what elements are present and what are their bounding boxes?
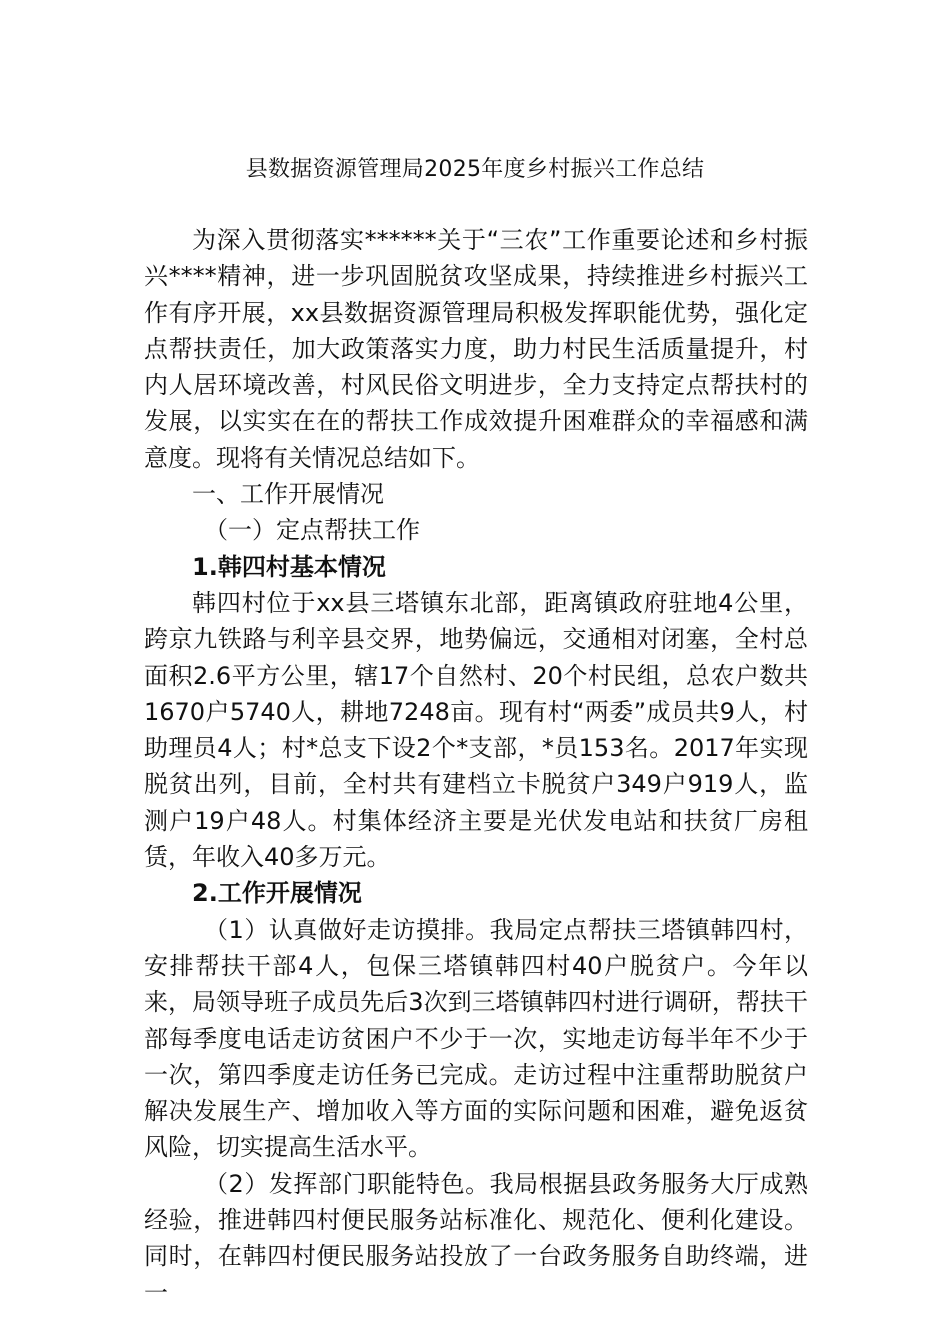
- function-paragraph: （2）发挥部门职能特色。我局根据县政务服务大厅成熟经验，推进韩四村便民服务站标准化、规范化、便利化建设。同时，在韩四村便民服务站投放了一台政务服务自助终端，进一: [144, 1169, 808, 1307]
- visit-paragraph: （1）认真做好走访摸排。我局定点帮扶三塔镇韩四村，安排帮扶干部4人，包保三塔镇韩四村40户脱贫户。今年以来，局领导班子成员先后3次到三塔镇韩四村进行调研，帮扶干部每季度电话走访贫困户不少于一次，实地走访每半年不少于一次，第四季度走访任务已完成。走访过程中注重帮助脱贫户解决发展生产、增加收入等方面的实际问题和困难，避免返贫风险，切实提高生活水平。: [144, 915, 808, 1162]
- intro-paragraph: 为深入贯彻落实******关于“三农”工作重要论述和乡村振兴****精神，进一步巩固脱贫攻坚成果，持续推进乡村振兴工作有序开展，xx县数据资源管理局积极发挥职能优势，强化定点帮扶责任，加大政策落实力度，助力村民生活质量提升，村内人居环境改善，村风民俗文明进步，全力支持定点帮扶村的发展，以实实在在的帮扶工作成效提升困难群众的幸福感和满意度。现将有关情况总结如下。: [144, 226, 808, 472]
- village-info-paragraph: 韩四村位于xx县三塔镇东北部，距离镇政府驻地4公里，跨京九铁路与利辛县交界，地势偏远，交通相对闭塞，全村总面积2.6平方公里，辖17个自然村、20个村民组，总农户数共1670户5740人，耕地7248亩。现有村“两委”成员共9人，村助理员4人；村*总支下设2个*支部，*员153名。2017年实现脱贫出列，目前，全村共有建档立卡脱贫户349户919人，监测户19户48人。村集体经济主要是光伏发电站和扶贫厂房租赁，年收入40多万元。: [144, 588, 808, 872]
- section-heading-1: 一、工作开展情况: [192, 480, 384, 509]
- document-title: 县数据资源管理局2025年度乡村振兴工作总结: [245, 157, 705, 182]
- document-body: [144, 222, 808, 1311]
- item-heading-1: 1.韩四村基本情况: [192, 552, 386, 581]
- item-heading-2: 2.工作开展情况: [192, 879, 362, 908]
- subsection-heading-1: （一）定点帮扶工作: [204, 516, 420, 545]
